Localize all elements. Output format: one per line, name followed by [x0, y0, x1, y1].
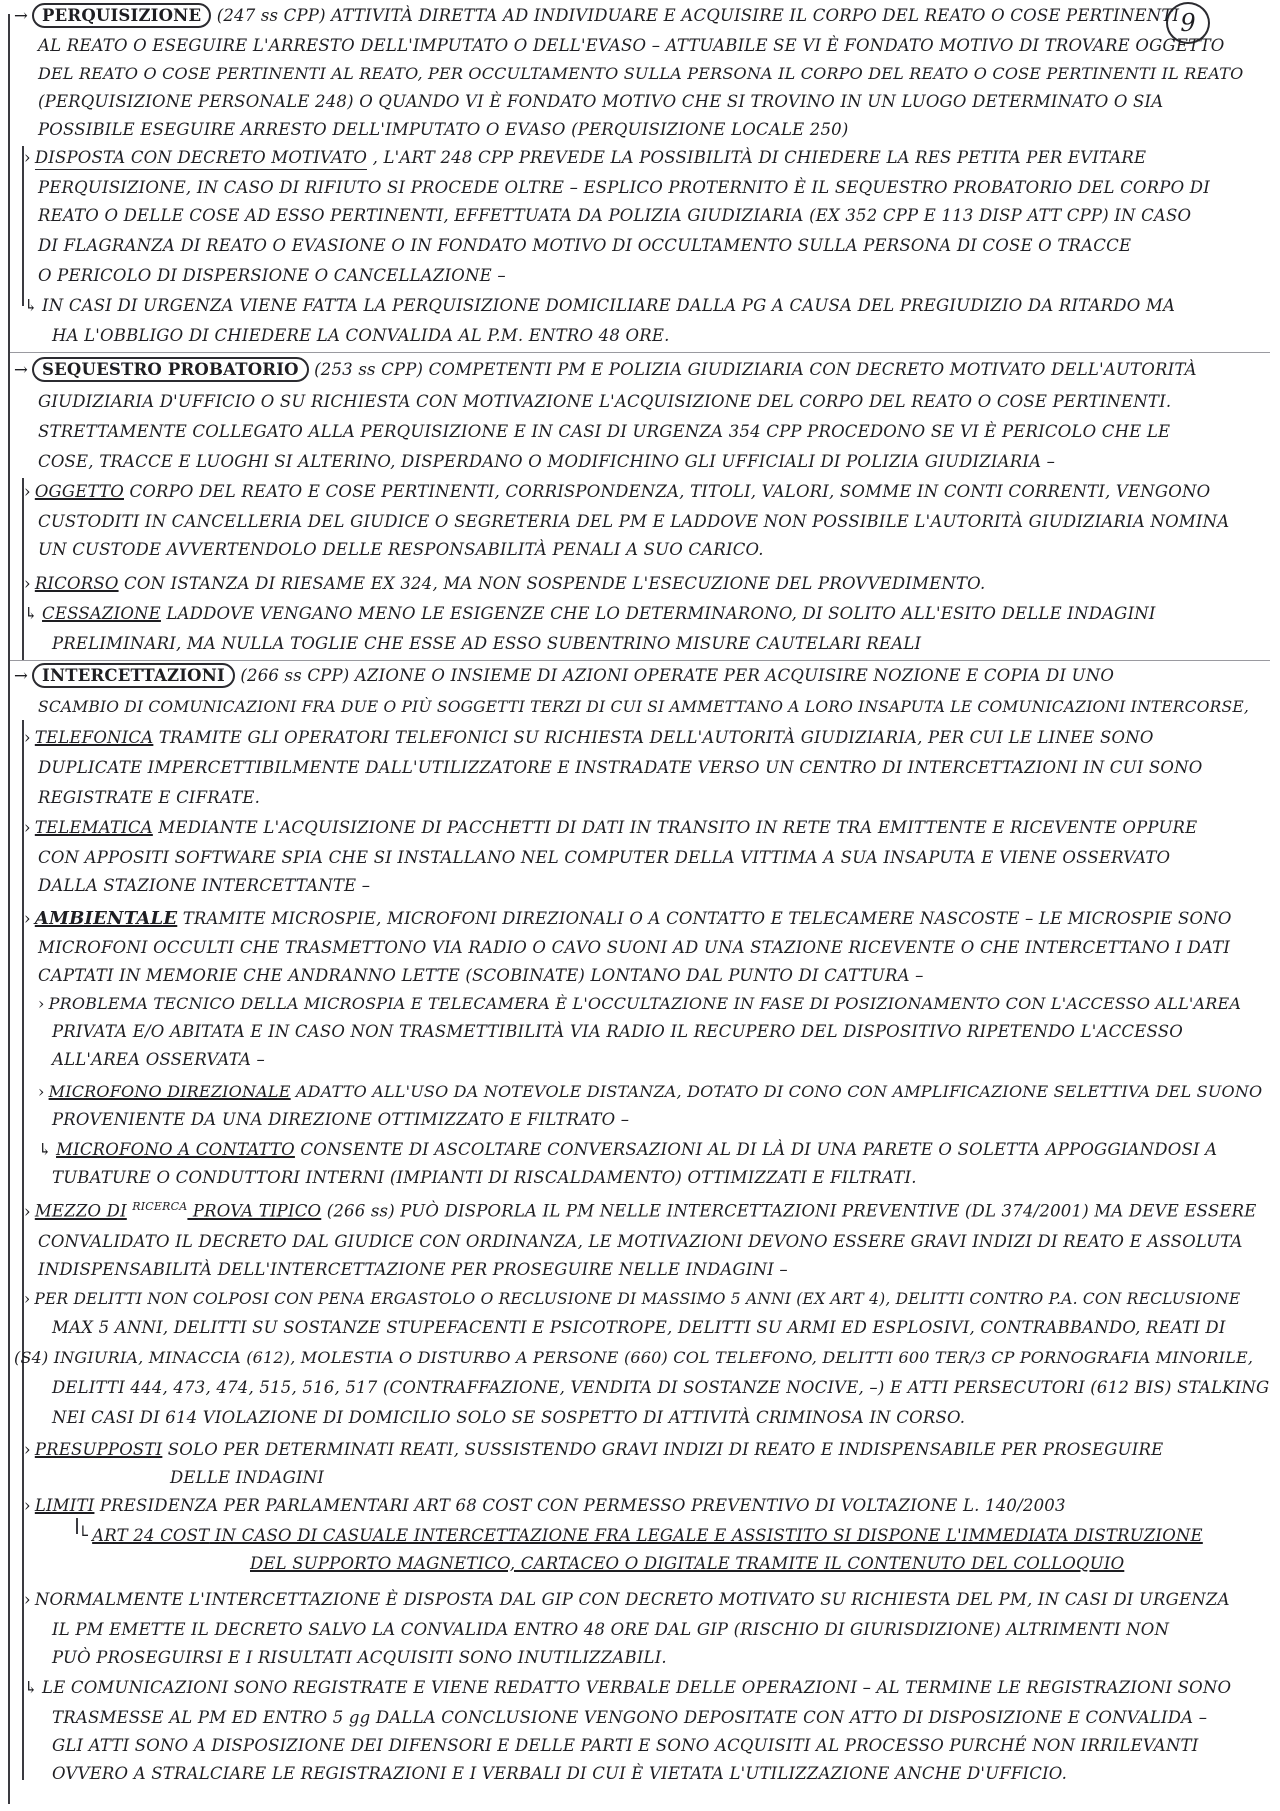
normalmente-line: › NORMALMENTE L'INTERCETTAZIONE È DISPOSTA DAL GIP CON DECRETO MOTIVATO SU RICHIESTA DEL PM, IN CASI DI URGENZA [24, 1590, 1230, 1609]
presupposti-label: PRESUPPOSTI [34, 1440, 163, 1459]
contatto-label: MICROFONO A CONTATTO [56, 1140, 295, 1159]
text-line: GIUDIZIARIA D'UFFICIO O SU RICHIESTA CON MOTIVAZIONE L'ACQUISIZIONE DEL CORPO DEL REATO O COSE PERTINENTI. [38, 392, 1172, 411]
text-line: PROVENIENTE DA UNA DIREZIONE OTTIMIZZATO E FILTRATO – [52, 1110, 630, 1129]
contatto-text: CONSENTE DI ASCOLTARE CONVERSAZIONI AL DI LÀ DI UNA PARETE O SOLETTA APPOGGIANDOSI A [294, 1140, 1218, 1159]
bracket-line [22, 478, 24, 660]
urgenza-text: IN CASI DI URGENZA VIENE FATTA LA PERQUISIZIONE DOMICILIARE DALLA PG A CAUSA DEL PREGIUDIZIO DA RITARDO MA [42, 296, 1176, 315]
normalmente-text: NORMALMENTE L'INTERCETTAZIONE È DISPOSTA DAL GIP CON DECRETO MOTIVATO SU RICHIESTA DEL PM, IN CASI DI URGENZA [34, 1590, 1230, 1609]
section-divider [10, 352, 1270, 353]
text-line: AL REATO O ESEGUIRE L'ARRESTO DELL'IMPUTATO O DELL'EVASO – ATTUABILE SE VI È FONDATO MOTIVO DI TROVARE OGGETTO [38, 36, 1225, 55]
mezzo-text: (266 ss) PUÒ DISPORLA IL PM NELLE INTERCETTAZIONI PREVENTIVE (DL 374/2001) MA DEVE ESSERE [321, 1201, 1257, 1221]
text-line: HA L'OBBLIGO DI CHIEDERE LA CONVALIDA AL P.M. ENTRO 48 ORE. [52, 326, 670, 345]
text-line: TUBATURE O CONDUTTORI INTERNI (IMPIANTI DI RISCALDAMENTO) OTTIMIZZATI E FILTRATI. [52, 1168, 917, 1187]
text-line: GLI ATTI SONO A DISPOSIZIONE DEI DIFENSORI E DELLE PARTI E SONO ACQUISITI AL PROCESSO PURCHÉ NON IRRILEVANTI [52, 1736, 1199, 1755]
limiti-line: › LIMITI PRESIDENZA PER PARLAMENTARI ART 68 COST CON PERMESSO PREVENTIVO DI VOLTAZIONE L. 140/2003 [24, 1496, 1066, 1515]
text-line: REGISTRATE E CIFRATE. [38, 788, 261, 807]
text-line: MICROFONI OCCULTI CHE TRASMETTONO VIA RADIO O CAVO SUONI AD UNA STAZIONE RICEVENTE O CHE INTERCETTANO I DATI [38, 938, 1231, 957]
direzionale-text: ADATTO ALL'USO DA NOTEVOLE DISTANZA, DOTATO DI CONO CON AMPLIFICAZIONE SELETTIVA DEL SUONO [290, 1082, 1263, 1101]
urgenza-line: ↳ IN CASI DI URGENZA VIENE FATTA LA PERQUISIZIONE DOMICILIARE DALLA PG A CAUSA DEL PREGIUDIZIO DA RITARDO MA [24, 296, 1176, 315]
text-line: INDISPENSABILITÀ DELL'INTERCETTAZIONE PER PROSEGUIRE NELLE INDAGINI – [38, 1260, 788, 1279]
limiti-label: LIMITI [34, 1496, 95, 1515]
text-line: DALLA STAZIONE INTERCETTANTE – [38, 876, 371, 895]
text-line: CAPTATI IN MEMORIE CHE ANDRANNO LETTE (SCOBINATE) LONTANO DAL PUNTO DI CATTURA – [38, 966, 924, 985]
telematica-text: MEDIANTE L'ACQUISIZIONE DI PACCHETTI DI DATI IN TRANSITO IN RETE TRA EMITTENTE E RICEVENTE OPPURE [152, 818, 1198, 837]
text-line: (S4) INGIURIA, MINACCIA (612), MOLESTIA O DISTURBO A PERSONE (660) COL TELEFONO, DELITTI 600 TER/3 CP PORNOGRAFIA MINORILE, [14, 1348, 1254, 1367]
text-line: STRETTAMENTE COLLEGATO ALLA PERQUISIZIONE E IN CASI DI URGENZA 354 CPP PROCEDONO SE VI È PERICOLO CHE LE [38, 422, 1171, 441]
intercettazioni-heading-line: → INTERCETTAZIONI (266 ss CPP) AZIONE O INSIEME DI AZIONI OPERATE PER ACQUISIRE NOZIONE E COPIA DI UNO [14, 666, 1114, 685]
text-line: CON APPOSITI SOFTWARE SPIA CHE SI INSTALLANO NEL COMPUTER DELLA VITTIMA A SUA INSAPUTA E VIENE OSSERVATO [38, 848, 1171, 867]
text-line: PRIVATA E/O ABITATA E IN CASO NON TRASMETTIBILITÀ VIA RADIO IL RECUPERO DEL DISPOSITIVO RIPETENDO L'ACCESSO [52, 1022, 1183, 1041]
mezzo-label-pre: MEZZO DI [34, 1201, 127, 1221]
text-line: O PERICOLO DI DISPERSIONE O CANCELLAZIONE – [38, 266, 506, 285]
cessazione-text: LADDOVE VENGANO MENO LE ESIGENZE CHE LO DETERMINARONO, DI SOLITO ALL'ESITO DELLE INDAGINI [160, 604, 1156, 623]
delitti-line: › PER DELITTI NON COLPOSI CON PENA ERGASTOLO O RECLUSIONE DI MASSIMO 5 ANNI (EX ART 4), DELITTI CONTRO P.A. CON RECLUSIONE [24, 1290, 1241, 1308]
text-line: PUÒ PROSEGUIRSI E I RISULTATI ACQUISITI SONO INUTILIZZABILI. [52, 1648, 667, 1667]
text-line: DEL REATO O COSE PERTINENTI AL REATO, PER OCCULTAMENTO SULLA PERSONA IL CORPO DEL REATO O COSE PERTINENTI IL REATO [38, 64, 1244, 83]
perquisizione-title: PERQUISIZIONE [32, 3, 211, 28]
presupposti-line: › PRESUPPOSTI SOLO PER DETERMINATI REATI, SUSSISTENDO GRAVI INDIZI DI REATO E INDISPENSABILE PER PROSEGUIRE [24, 1440, 1164, 1459]
text-line: COSE, TRACCE E LUOGHI SI ALTERINO, DISPERDANO O MODIFICHINO GLI UFFICIALI DI POLIZIA GIUDIZIARIA – [38, 452, 1056, 471]
contatto-line: ↳ MICROFONO A CONTATTO CONSENTE DI ASCOLTARE CONVERSAZIONI AL DI LÀ DI UNA PARETE O SOLETTA APPOGGIANDOSI A [38, 1140, 1218, 1159]
telematica-line: › TELEMATICA MEDIANTE L'ACQUISIZIONE DI PACCHETTI DI DATI IN TRANSITO IN RETE TRA EMITTENTE E RICEVENTE OPPURE [24, 818, 1198, 837]
oggetto-text: CORPO DEL REATO E COSE PERTINENTI, CORRISPONDENZA, TITOLI, VALORI, SOMME IN CONTI CORRENTI, VENGONO [124, 482, 1211, 501]
oggetto-label: OGGETTO [34, 482, 124, 501]
intercettazioni-title: INTERCETTAZIONI [32, 663, 235, 688]
art24-text-cont: DEL SUPPORTO MAGNETICO, CARTACEO O DIGITALE TRAMITE IL CONTENUTO DEL COLLOQUIO [250, 1554, 1125, 1573]
text-line: DELLE INDAGINI [170, 1468, 325, 1487]
sequestro-heading-line: → SEQUESTRO PROBATORIO (253 ss CPP) COMPETENTI PM E POLIZIA GIUDIZIARIA CON DECRETO MOTIVATO DELL'AUTORITÀ [14, 360, 1197, 379]
limiti-text: PRESIDENZA PER PARLAMENTARI ART 68 COST CON PERMESSO PREVENTIVO DI VOLTAZIONE L. 140/2003 [94, 1496, 1066, 1515]
decreto-line: › DISPOSTA CON DECRETO MOTIVATO , L'ART 248 CPP PREVEDE LA POSSIBILITÀ DI CHIEDERE LA RES PETITA PER EVITARE [24, 148, 1146, 167]
oggetto-line: › OGGETTO CORPO DEL REATO E COSE PERTINENTI, CORRISPONDENZA, TITOLI, VALORI, SOMME IN CONTI CORRENTI, VENGONO [24, 482, 1211, 501]
telefonica-line: › TELEFONICA TRAMITE GLI OPERATORI TELEFONICI SU RICHIESTA DELL'AUTORITÀ GIUDIZIARIA, PER CUI LE LINEE SONO [24, 728, 1154, 747]
mezzo-line: › MEZZO DI $^{RICERCA}$ PROVA TIPICO (266 ss) PUÒ DISPORLA IL PM NELLE INTERCETTAZIONI PREVENTIVE (DL 374/2001) MA DEVE ESSERE [24, 1200, 1257, 1221]
text-line [250, 1554, 1124, 1573]
direzionale-label: MICROFONO DIREZIONALE [48, 1082, 291, 1101]
direzionale-line: › MICROFONO DIREZIONALE ADATTO ALL'USO DA NOTEVOLE DISTANZA, DOTATO DI CONO CON AMPLIFICAZIONE SELETTIVA DEL SUONO [38, 1082, 1263, 1101]
perquisizione-definition: (247 ss CPP) ATTIVITÀ DIRETTA AD INDIVIDUARE E ACQUISIRE IL CORPO DEL REATO O COSE PERTINENTI [216, 6, 1180, 25]
text-line: CONVALIDATO IL DECRETO DAL GIUDICE CON ORDINANZA, LE MOTIVAZIONI DEVONO ESSERE GRAVI INDIZI DI REATO E ASSOLUTA [38, 1232, 1243, 1251]
telefonica-text: TRAMITE GLI OPERATORI TELEFONICI SU RICHIESTA DELL'AUTORITÀ GIUDIZIARIA, PER CUI LE LINEE SONO [153, 728, 1154, 747]
ambientale-line: › AMBIENTALE TRAMITE MICROSPIE, MICROFONI DIREZIONALI O A CONTATTO E TELECAMERE NASCOSTE – LE MICROSPIE SONO [24, 908, 1232, 929]
art24-line: └ ART 24 COST IN CASO DI CASUALE INTERCETTAZIONE FRA LEGALE E ASSISTITO SI DISPONE L'IMMEDIATA DISTRUZIONE [78, 1526, 1203, 1545]
text-line: TRASMESSE AL PM ED ENTRO 5 gg DALLA CONCLUSIONE VENGONO DEPOSITATE CON ATTO DI DISPOSIZIONE E CONVALIDA – [52, 1708, 1208, 1727]
text-line: REATO O DELLE COSE AD ESSO PERTINENTI, EFFETTUATA DA POLIZIA GIUDIZIARIA (EX 352 CPP E 113 DISP ATT CPP) IN CASO [38, 206, 1192, 225]
sequestro-title: SEQUESTRO PROBATORIO [32, 357, 309, 382]
art24-label: ART 24 COST [92, 1526, 210, 1545]
text-line: DUPLICATE IMPERCETTIBILMENTE DALL'UTILIZZATORE E INSTRADATE VERSO UN CENTRO DI INTERCETTAZIONI IN CUI SONO [38, 758, 1203, 777]
mezzo-label-small: RICERCA [132, 1200, 188, 1213]
ambientale-problema-text: PROBLEMA TECNICO DELLA MICROSPIA E TELECAMERA È L'OCCULTAZIONE IN FASE DI POSIZIONAMENTO CON L'ACCESSO ALL'AREA [48, 994, 1242, 1013]
intercettazioni-definition: (266 ss CPP) AZIONE O INSIEME DI AZIONI OPERATE PER ACQUISIRE NOZIONE E COPIA DI UNO [240, 666, 1115, 685]
ricorso-text: CON ISTANZA DI RIESAME EX 324, MA NON SOSPENDE L'ESECUZIONE DEL PROVVEDIMENTO. [118, 574, 986, 593]
ricorso-line: › RICORSO CON ISTANZA DI RIESAME EX 324, MA NON SOSPENDE L'ESECUZIONE DEL PROVVEDIMENTO. [24, 574, 986, 593]
mezzo-label-post: PROVA TIPICO [187, 1201, 322, 1221]
text-line: POSSIBILE ESEGUIRE ARRESTO DELL'IMPUTATO O EVASO (PERQUISIZIONE LOCALE 250) [38, 120, 849, 139]
telefonica-label: TELEFONICA [34, 728, 154, 747]
comunicazioni-line: ↳ LE COMUNICAZIONI SONO REGISTRATE E VIENE REDATTO VERBALE DELLE OPERAZIONI – AL TERMINE LE REGISTRAZIONI SONO [24, 1678, 1232, 1697]
text-line: (PERQUISIZIONE PERSONALE 248) O QUANDO VI È FONDATO MOTIVO CHE SI TROVINO IN UN LUOGO DETERMINATO O SIA [38, 92, 1164, 111]
section-divider [10, 660, 1270, 661]
ambientale-text: TRAMITE MICROSPIE, MICROFONI DIREZIONALI O A CONTATTO E TELECAMERE NASCOSTE – LE MICROSPIE SONO [177, 909, 1232, 928]
text-line: DELITTI 444, 473, 474, 515, 516, 517 (CONTRAFFAZIONE, VENDITA DI SOSTANZE NOCIVE, –) E ATTI PERSECUTORI (612 BIS) STALKING [52, 1378, 1270, 1397]
text-line: CUSTODITI IN CANCELLERIA DEL GIUDICE O SEGRETERIA DEL PM E LADDOVE NON POSSIBILE L'AUTORITÀ GIUDIZIARIA NOMINA [38, 512, 1230, 531]
left-margin-line [8, 14, 10, 1804]
text-line: SCAMBIO DI COMUNICAZIONI FRA DUE O PIÙ SOGGETTI TERZI DI CUI SI AMMETTANO A LORO INSAPUTA LE COMUNICAZIONI INTERCORSE, [38, 698, 1249, 716]
comunicazioni-text: LE COMUNICAZIONI SONO REGISTRATE E VIENE REDATTO VERBALE DELLE OPERAZIONI – AL TERMINE LE REGISTRAZIONI SONO [42, 1678, 1232, 1697]
decreto-text: , L'ART 248 CPP PREVEDE LA POSSIBILITÀ DI CHIEDERE LA RES PETITA PER EVITARE [372, 148, 1147, 167]
cessazione-label: CESSAZIONE [42, 604, 161, 623]
decreto-label: DISPOSTA CON DECRETO MOTIVATO [35, 148, 367, 170]
text-line: OVVERO A STRALCIARE LE REGISTRAZIONI E I VERBALI DI CUI È VIETATA L'UTILIZZAZIONE ANCHE D'UFFICIO. [52, 1764, 1068, 1783]
cessazione-line: ↳ CESSAZIONE LADDOVE VENGANO MENO LE ESIGENZE CHE LO DETERMINARONO, DI SOLITO ALL'ESITO DELLE INDAGINI [24, 604, 1156, 623]
text-line: PERQUISIZIONE, IN CASO DI RIFIUTO SI PROCEDE OLTRE – ESPLICO PROTERNITO È IL SEQUESTRO PROBATORIO DEL CORPO DI [38, 178, 1210, 197]
bracket-line [22, 720, 24, 1780]
perquisizione-heading-line: → PERQUISIZIONE (247 ss CPP) ATTIVITÀ DIRETTA AD INDIVIDUARE E ACQUISIRE IL CORPO DEL REATO O COSE PERTINENTI [14, 6, 1179, 25]
presupposti-text: SOLO PER DETERMINATI REATI, SUSSISTENDO GRAVI INDIZI DI REATO E INDISPENSABILE PER PROSEGUIRE [162, 1440, 1164, 1459]
ambientale-problema-line: › PROBLEMA TECNICO DELLA MICROSPIA E TELECAMERA È L'OCCULTAZIONE IN FASE DI POSIZIONAMENTO CON L'ACCESSO ALL'AREA [38, 994, 1242, 1013]
sequestro-definition: (253 ss CPP) COMPETENTI PM E POLIZIA GIUDIZIARIA CON DECRETO MOTIVATO DELL'AUTORITÀ [314, 360, 1197, 379]
bracket-line [22, 146, 24, 306]
text-line: NEI CASI DI 614 VIOLAZIONE DI DOMICILIO SOLO SE SOSPETTO DI ATTIVITÀ CRIMINOSA IN CORSO. [52, 1408, 966, 1427]
text-line: MAX 5 ANNI, DELITTI SU SOSTANZE STUPEFACENTI E PSICOTROPE, DELITTI SU ARMI ED ESPLOSIVI, CONTRABBANDO, REATI DI [52, 1318, 1226, 1337]
text-line: IL PM EMETTE IL DECRETO SALVO LA CONVALIDA ENTRO 48 ORE DAL GIP (RISCHIO DI GIURISDIZIONE) ALTRIMENTI NON [52, 1620, 1170, 1639]
text-line: UN CUSTODE AVVERTENDOLO DELLE RESPONSABILITÀ PENALI A SUO CARICO. [38, 540, 764, 559]
ambientale-label: AMBIENTALE [34, 908, 178, 929]
delitti-text: PER DELITTI NON COLPOSI CON PENA ERGASTOLO O RECLUSIONE DI MASSIMO 5 ANNI (EX ART 4), DELITTI CONTRO P.A. CON RECLUSIONE [34, 1290, 1241, 1308]
page-number: 9 [1166, 2, 1210, 44]
ricorso-label: RICORSO [34, 574, 119, 593]
text-line: PRELIMINARI, MA NULLA TOGLIE CHE ESSE AD ESSO SUBENTRINO MISURE CAUTELARI REALI [52, 634, 922, 653]
text-line: ALL'AREA OSSERVATA – [52, 1050, 265, 1069]
art24-text: IN CASO DI CASUALE INTERCETTAZIONE FRA LEGALE E ASSISTITO SI DISPONE L'IMMEDIATA DISTRUZIONE [209, 1526, 1203, 1545]
telematica-label: TELEMATICA [34, 818, 153, 837]
text-line: DI FLAGRANZA DI REATO O EVASIONE O IN FONDATO MOTIVO DI OCCULTAMENTO SULLA PERSONA DI COSE O TRACCE [38, 236, 1132, 255]
